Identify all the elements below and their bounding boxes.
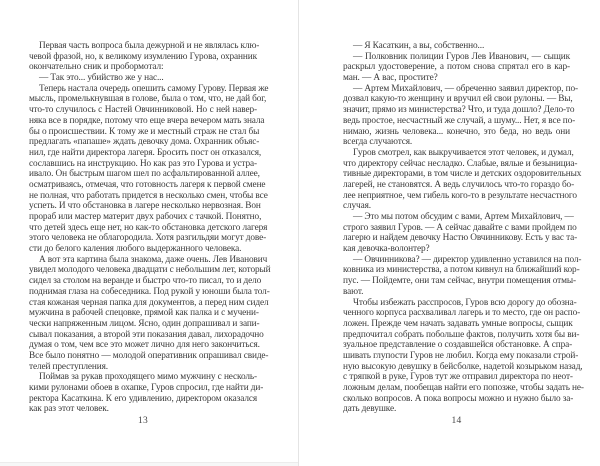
text-line: чевой фразой, но, к великому изумлению Гурова, охранник [29, 51, 257, 62]
text-line: сидел за столом на веранде и быстро что-то писал, то и дело [29, 276, 262, 287]
text-line: осматриваясь, отмечая, что готовность лагеря к первой смене [29, 179, 266, 190]
text-line: Все было понятно — молодой оперативник опрашивал свиде- [29, 350, 269, 361]
text-line: ман. — А вас, простите? [343, 73, 438, 84]
text-line: лагерей, не становятся. А ведь случилось что-то гораздо бо- [343, 179, 575, 190]
text-line: чески напряженным лицом. Ясно, один допрашивал и запи- [29, 318, 260, 329]
text-line: ложным делам, пообещав найти его попозже, чтобы задать не- [343, 383, 584, 393]
text-line: увидел молодого человека двадцати с небольшим лет, который [29, 265, 271, 276]
text-line: — Я Касаткин, а вы, собственно... [353, 41, 485, 51]
text-line: успеть. И что обстановка в лагере несколько нервозная. Вон [29, 201, 261, 212]
text-line: раскрыл удостоверение, а потом снова спрятал его в кар- [343, 62, 570, 73]
paragraph [29, 83, 269, 255]
text-line: — Так это... убийство же у нас... [39, 73, 164, 84]
text-line: — Это мы потом обсудим с вами, Артем Михайлович, — [353, 212, 574, 222]
text-line: сколько вопросов. А пока вопросы можно и нужно было за- [343, 393, 574, 404]
text-line: что-то случилось с Настей Овчинниковой. Но с ней навер- [29, 105, 257, 116]
text-line: телей преступления. [29, 361, 108, 372]
text-line: дать девушке. [343, 404, 397, 415]
text-line: вают. [343, 286, 364, 297]
text-line: Поймав за рукав проходящего мимо мужчину с несколь- [39, 372, 257, 383]
text-line: ковника из министерства, а потом кивнул на ближайший кор- [343, 265, 580, 276]
text-line: сти до белого каления любого выдержанного человека. [29, 244, 242, 255]
text-line: всегда случаются. [343, 137, 413, 148]
page-divider [298, 0, 299, 466]
text-line: Первая часть вопроса была дежурной и не являлась клю- [39, 41, 260, 51]
text-line: не полная, что работать придется в несколько смен, чтобы все [29, 190, 268, 201]
text-line: значит, прямо из министерства? Что, и туда дошло? Дело-то [343, 105, 575, 116]
text-line: Теперь настала очередь опешить самому Гурову. Первая же [39, 83, 269, 94]
text-line: кими рулонами обоев в охапке, Гуров спросил, где найти ди- [29, 383, 264, 393]
text-line: кая девочка-волонтер? [343, 244, 430, 255]
text-line: прораб или мастер материт двух рабочих с тачкой. Понятно, [29, 212, 262, 222]
page-number-right: 14 [451, 416, 462, 426]
text-line: ную высокую девушку в бейсболке, надетой козырьком назад, [343, 361, 583, 372]
paragraph [343, 212, 578, 255]
page-number-left: 13 [137, 416, 149, 426]
text-line: тивные директорами, в том числе и детских оздоровительных [343, 169, 582, 180]
text-line: шивать глупости Гуров не любил. Когда ему показали строй- [343, 350, 579, 361]
text-line: няка все в порядке, потому что еще вчера вечером мать знала [29, 115, 265, 126]
paragraph [29, 254, 271, 373]
text-line: ректора Касаткина. К его удивлению, директором оказался [29, 393, 257, 404]
paragraph [343, 297, 584, 416]
text-line: сославшись на инструкцию. Но как раз это Гурова и устра- [29, 158, 257, 169]
paragraph [29, 372, 264, 415]
paragraph [29, 41, 260, 73]
text-line: лагерю и найдем девочку Настю Овчинникову. Есть у вас та- [343, 233, 578, 244]
page-text-right [343, 41, 584, 415]
paragraph [29, 73, 257, 84]
text-line: зуальное представление о создавшейся обстановке. А спра- [343, 340, 573, 351]
text-line: ивало. Он быстрым шагом шел по асфальтированной аллее, [29, 169, 260, 180]
text-line: Чтобы избежать расспросов, Гуров всю дорогу до обозна- [353, 297, 577, 308]
text-line: окончательно сник и пробормотал: [29, 62, 164, 73]
text-line: — Овчинникова? — директор удивленно уставился на пол- [353, 254, 582, 265]
text-line: пус. — Пойдемте, они там сейчас, внутри помещения отмы- [343, 276, 576, 287]
text-line: случая. [343, 201, 371, 212]
book-page-left [0, 0, 298, 466]
paragraph [343, 52, 570, 84]
text-line: бы о происшествии. К тому же и местный страж не стал бы [29, 126, 260, 137]
page-bottom-edge [0, 462, 298, 466]
text-line: стая кожаная черная папка для документов, а перед ним сидел [29, 297, 269, 308]
paragraph [343, 41, 570, 52]
text-line: с тряпкой в руке, Гуров тут же отправил директора по неот- [343, 372, 573, 383]
text-line: — Полковник полиции Гуров Лев Иванович, — сыщик [353, 51, 570, 62]
text-line: — Артем Михайлович, — обреченно заявил директор, по- [353, 83, 579, 94]
paragraph [343, 83, 579, 148]
paragraph [343, 254, 582, 298]
text-line: ведь простое, несчастный же случай, а шуму... Нет, я все по- [343, 115, 576, 126]
text-line: поднимая глаза на собеседника. Под рукой у юноши была тол- [29, 286, 270, 297]
page-text-left [29, 41, 271, 415]
text-line: думая о том, чем все это может лично для него закончиться. [29, 340, 260, 351]
text-line: мужчина в рабочей спецовке, прямой как палка и с мучени- [29, 308, 259, 319]
text-line: Гуров смотрел, как выкручивается этот человек, и думал, [353, 147, 574, 158]
book-page-right [300, 0, 598, 466]
text-line: сывал показания, а второй эти показания давал, лихорадочно [29, 329, 264, 340]
text-line: предпочитал собрать побольше фактов, получить хотя бы ви- [343, 329, 580, 340]
text-line: строго заявил Гуров. — А сейчас давайте с вами пройдем по [343, 222, 577, 233]
text-line: предлагать «папаше» ждать девочку дома. Охранник объяс- [29, 137, 260, 148]
text-line: дозвал какую-то женщину и вручил ей свои рулоны. — Вы, [343, 94, 573, 105]
text-line: этого человека не облагородила. Хотя разгильдяи могут дове- [29, 233, 267, 244]
text-line: мысль, промелькнувшая в голове, была о том, что, не дай бог, [29, 94, 267, 105]
paragraph [343, 147, 582, 212]
text-line: что детей здесь еще нет, но как-то обстановка детского лагеря [29, 222, 268, 233]
text-line: лее неприятное, чем гибель кого-то в результате несчастного [343, 190, 577, 201]
text-line: как раз этот человек. [29, 404, 109, 415]
text-line: ложен. Прежде чем начать задавать умные вопросы, сыщик [343, 318, 573, 329]
text-line: что директору сейчас несладко. Слабые, вялые и безынициа- [343, 158, 578, 169]
text-line: А вот эта картина была знакома, даже очень. Лев Иванович [39, 254, 268, 265]
text-line: нил, где найти директора лагеря. Бросить пост он отказался, [29, 147, 262, 158]
text-line: ченного корпуса расхваливал лагерь и то место, где он распо- [343, 308, 581, 319]
text-line: нимаю, жизнь человека... конечно, это беда, но ведь они [343, 126, 570, 137]
